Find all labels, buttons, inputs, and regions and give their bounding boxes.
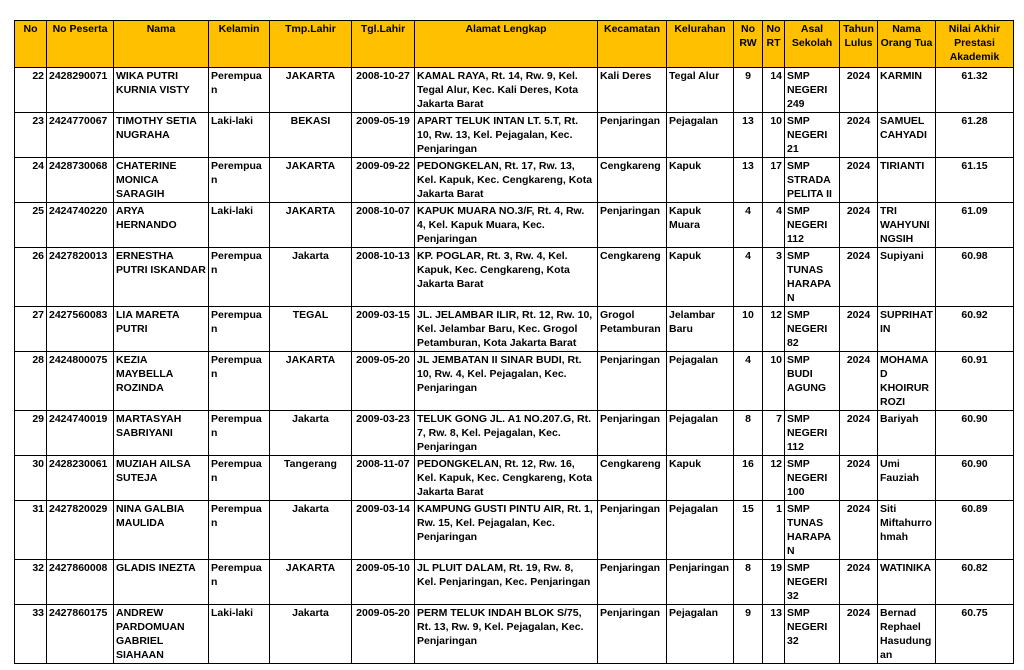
cell-asal-sekolah: SMP STRADA PELITA II — [785, 158, 840, 203]
cell-tmp-lahir: Jakarta — [270, 501, 352, 560]
cell-alamat: PERM TELUK INDAH BLOK S/75, Rt. 13, Rw. 9, Kel. Pejagalan, Kec. Penjaringan — [415, 605, 598, 664]
cell-alamat: KP. POGLAR, Rt. 3, Rw. 4, Kel. Kapuk, Kec. Cengkareng, Kota Jakarta Barat — [415, 248, 598, 307]
cell-asal-sekolah: SMP NEGERI 21 — [785, 113, 840, 158]
cell-kecamatan: Cengkareng — [598, 248, 667, 307]
table-row — [15, 352, 1014, 411]
cell-kelamin: Perempuan — [209, 68, 270, 113]
cell-kelurahan: Kapuk Muara — [667, 203, 734, 248]
cell-kelurahan: Jelambar Baru — [667, 307, 734, 352]
cell-nama: KEZIA MAYBELLA ROZINDA — [114, 352, 209, 411]
table-row — [15, 248, 1014, 307]
table-row — [15, 605, 1014, 664]
cell-tahun-lulus: 2024 — [840, 203, 878, 248]
cell-tmp-lahir: JAKARTA — [270, 352, 352, 411]
cell-tahun-lulus: 2024 — [840, 560, 878, 605]
cell-no-rw: 10 — [734, 307, 763, 352]
cell-no-rw: 13 — [734, 158, 763, 203]
cell-alamat: KAPUK MUARA NO.3/F, Rt. 4, Rw. 4, Kel. Kapuk Muara, Kec. Penjaringan — [415, 203, 598, 248]
header-tmp-lahir: Tmp.Lahir — [270, 21, 352, 68]
cell-no-rw: 4 — [734, 248, 763, 307]
cell-kelamin: Perempuan — [209, 307, 270, 352]
cell-nama-orang-tua: WATINIKA — [878, 560, 936, 605]
cell-nama-orang-tua: KARMIN — [878, 68, 936, 113]
cell-nama-orang-tua: Bernad Rephael Hasudungan — [878, 605, 936, 664]
results-table — [14, 20, 1014, 664]
cell-alamat: APART TELUK INTAN LT. 5.T, Rt. 10, Rw. 13, Kel. Pejagalan, Kec. Penjaringan — [415, 113, 598, 158]
cell-nilai-akhir: 61.09 — [936, 203, 1014, 248]
cell-tgl-lahir: 2009-05-10 — [352, 560, 415, 605]
cell-asal-sekolah: SMP TUNAS HARAPAN — [785, 248, 840, 307]
cell-nama-orang-tua: Supiyani — [878, 248, 936, 307]
cell-kelurahan: Pejagalan — [667, 352, 734, 411]
cell-nilai-akhir: 60.92 — [936, 307, 1014, 352]
cell-tmp-lahir: Jakarta — [270, 248, 352, 307]
table-body — [15, 68, 1014, 664]
cell-nilai-akhir: 61.28 — [936, 113, 1014, 158]
cell-no-peserta: 2428230061 — [47, 456, 114, 501]
cell-tahun-lulus: 2024 — [840, 307, 878, 352]
cell-nama-orang-tua: Bariyah — [878, 411, 936, 456]
table-row — [15, 158, 1014, 203]
header-no-rt: No RT — [763, 21, 785, 68]
cell-nama-orang-tua: SAMUEL CAHYADI — [878, 113, 936, 158]
cell-tahun-lulus: 2024 — [840, 501, 878, 560]
cell-nama: CHATERINE MONICA SARAGIH — [114, 158, 209, 203]
cell-asal-sekolah: SMP TUNAS HARAPAN — [785, 501, 840, 560]
cell-no: 27 — [15, 307, 47, 352]
header-kelurahan: Kelurahan — [667, 21, 734, 68]
cell-kelurahan: Pejagalan — [667, 411, 734, 456]
header-kelamin: Kelamin — [209, 21, 270, 68]
cell-kelurahan: Tegal Alur — [667, 68, 734, 113]
cell-tmp-lahir: JAKARTA — [270, 203, 352, 248]
cell-kelamin: Perempuan — [209, 456, 270, 501]
cell-tmp-lahir: Jakarta — [270, 605, 352, 664]
cell-alamat: JL PLUIT DALAM, Rt. 19, Rw. 8, Kel. Penjaringan, Kec. Penjaringan — [415, 560, 598, 605]
cell-no-rt: 13 — [763, 605, 785, 664]
cell-kelamin: Perempuan — [209, 560, 270, 605]
cell-tgl-lahir: 2009-05-19 — [352, 113, 415, 158]
cell-no-rw: 16 — [734, 456, 763, 501]
cell-nilai-akhir: 60.75 — [936, 605, 1014, 664]
cell-kecamatan: Cengkareng — [598, 158, 667, 203]
header-kecamatan: Kecamatan — [598, 21, 667, 68]
cell-tgl-lahir: 2009-05-20 — [352, 605, 415, 664]
cell-tgl-lahir: 2008-10-07 — [352, 203, 415, 248]
cell-no-rt: 12 — [763, 456, 785, 501]
table-row — [15, 501, 1014, 560]
header-no: No — [15, 21, 47, 68]
cell-kecamatan: Kali Deres — [598, 68, 667, 113]
cell-nama-orang-tua: MOHAMAD KHOIRUR ROZI — [878, 352, 936, 411]
cell-no: 29 — [15, 411, 47, 456]
table-row — [15, 307, 1014, 352]
cell-no-peserta: 2428290071 — [47, 68, 114, 113]
cell-no-rt: 7 — [763, 411, 785, 456]
cell-kelurahan: Penjaringan — [667, 560, 734, 605]
cell-no-rt: 3 — [763, 248, 785, 307]
cell-kecamatan: Penjaringan — [598, 113, 667, 158]
table-row — [15, 411, 1014, 456]
cell-nama: ANDREW PARDOMUAN GABRIEL SIAHAAN — [114, 605, 209, 664]
cell-asal-sekolah: SMP NEGERI 100 — [785, 456, 840, 501]
cell-tahun-lulus: 2024 — [840, 605, 878, 664]
cell-nilai-akhir: 60.89 — [936, 501, 1014, 560]
cell-nama-orang-tua: TIRIANTI — [878, 158, 936, 203]
cell-no-peserta: 2424740019 — [47, 411, 114, 456]
table-header — [15, 21, 1014, 68]
cell-no-rt: 14 — [763, 68, 785, 113]
cell-kelamin: Perempuan — [209, 501, 270, 560]
cell-kelamin: Perempuan — [209, 352, 270, 411]
cell-kelamin: Perempuan — [209, 411, 270, 456]
cell-no-rw: 4 — [734, 352, 763, 411]
cell-kelamin: Laki-laki — [209, 605, 270, 664]
cell-no: 32 — [15, 560, 47, 605]
cell-no: 22 — [15, 68, 47, 113]
cell-alamat: PEDONGKELAN, Rt. 17, Rw. 13, Kel. Kapuk, Kec. Cengkareng, Kota Jakarta Barat — [415, 158, 598, 203]
cell-alamat: TELUK GONG JL. A1 NO.207.G, Rt. 7, Rw. 8, Kel. Pejagalan, Kec. Penjaringan — [415, 411, 598, 456]
cell-no-rw: 9 — [734, 605, 763, 664]
cell-kelurahan: Kapuk — [667, 158, 734, 203]
cell-nilai-akhir: 61.32 — [936, 68, 1014, 113]
cell-asal-sekolah: SMP BUDI AGUNG — [785, 352, 840, 411]
cell-kecamatan: Grogol Petamburan — [598, 307, 667, 352]
cell-no-rt: 4 — [763, 203, 785, 248]
cell-no-peserta: 2427820029 — [47, 501, 114, 560]
cell-tgl-lahir: 2008-10-27 — [352, 68, 415, 113]
cell-tahun-lulus: 2024 — [840, 456, 878, 501]
cell-no-rw: 4 — [734, 203, 763, 248]
cell-no-rw: 8 — [734, 560, 763, 605]
cell-tahun-lulus: 2024 — [840, 158, 878, 203]
header-nama: Nama — [114, 21, 209, 68]
cell-tahun-lulus: 2024 — [840, 411, 878, 456]
cell-tgl-lahir: 2009-03-15 — [352, 307, 415, 352]
table-row — [15, 68, 1014, 113]
header-no-peserta: No Peserta — [47, 21, 114, 68]
cell-tgl-lahir: 2009-05-20 — [352, 352, 415, 411]
cell-nama: TIMOTHY SETIA NUGRAHA — [114, 113, 209, 158]
cell-no-rt: 19 — [763, 560, 785, 605]
cell-no-peserta: 2424740220 — [47, 203, 114, 248]
cell-nilai-akhir: 60.90 — [936, 411, 1014, 456]
cell-tgl-lahir: 2008-10-13 — [352, 248, 415, 307]
cell-tmp-lahir: TEGAL — [270, 307, 352, 352]
cell-nilai-akhir: 60.90 — [936, 456, 1014, 501]
header-nilai-akhir: Nilai Akhir Prestasi Akademik — [936, 21, 1014, 68]
table-row — [15, 113, 1014, 158]
cell-no-peserta: 2424770067 — [47, 113, 114, 158]
cell-nilai-akhir: 60.91 — [936, 352, 1014, 411]
cell-tmp-lahir: JAKARTA — [270, 68, 352, 113]
cell-no: 31 — [15, 501, 47, 560]
table-row — [15, 203, 1014, 248]
cell-nama-orang-tua: SUPRIHATIN — [878, 307, 936, 352]
header-tahun-lulus: Tahun Lulus — [840, 21, 878, 68]
cell-no: 30 — [15, 456, 47, 501]
cell-no-rw: 13 — [734, 113, 763, 158]
cell-asal-sekolah: SMP NEGERI 82 — [785, 307, 840, 352]
cell-kecamatan: Cengkareng — [598, 456, 667, 501]
cell-kelamin: Perempuan — [209, 248, 270, 307]
cell-kecamatan: Penjaringan — [598, 352, 667, 411]
cell-tahun-lulus: 2024 — [840, 248, 878, 307]
header-tgl-lahir: Tgl.Lahir — [352, 21, 415, 68]
cell-nama-orang-tua: TRI WAHYUNI NGSIH — [878, 203, 936, 248]
cell-nama: MUZIAH AILSA SUTEJA — [114, 456, 209, 501]
cell-no: 33 — [15, 605, 47, 664]
cell-no-rt: 1 — [763, 501, 785, 560]
cell-nilai-akhir: 61.15 — [936, 158, 1014, 203]
table-row — [15, 456, 1014, 501]
cell-tgl-lahir: 2009-03-23 — [352, 411, 415, 456]
cell-kelurahan: Pejagalan — [667, 501, 734, 560]
cell-nama: GLADIS INEZTA — [114, 560, 209, 605]
cell-alamat: JL JEMBATAN II SINAR BUDI, Rt. 10, Rw. 4, Kel. Pejagalan, Kec. Penjaringan — [415, 352, 598, 411]
cell-no-rw: 8 — [734, 411, 763, 456]
cell-nama: WIKA PUTRI KURNIA VISTY — [114, 68, 209, 113]
header-alamat: Alamat Lengkap — [415, 21, 598, 68]
header-nama-orang-tua: Nama Orang Tua — [878, 21, 936, 68]
cell-kelurahan: Kapuk — [667, 248, 734, 307]
cell-tahun-lulus: 2024 — [840, 113, 878, 158]
cell-no-rw: 9 — [734, 68, 763, 113]
cell-no-peserta: 2424800075 — [47, 352, 114, 411]
cell-nama-orang-tua: Umi Fauziah — [878, 456, 936, 501]
cell-tgl-lahir: 2009-09-22 — [352, 158, 415, 203]
cell-nilai-akhir: 60.98 — [936, 248, 1014, 307]
cell-nama-orang-tua: Siti Miftahurrohmah — [878, 501, 936, 560]
cell-kecamatan: Penjaringan — [598, 203, 667, 248]
cell-kecamatan: Penjaringan — [598, 560, 667, 605]
cell-alamat: JL. JELAMBAR ILIR, Rt. 12, Rw. 10, Kel. Jelambar Baru, Kec. Grogol Petamburan, Kota Jakarta Barat — [415, 307, 598, 352]
cell-no-peserta: 2427560083 — [47, 307, 114, 352]
cell-no-rw: 15 — [734, 501, 763, 560]
cell-tmp-lahir: JAKARTA — [270, 560, 352, 605]
cell-asal-sekolah: SMP NEGERI 112 — [785, 411, 840, 456]
cell-no-rt: 10 — [763, 352, 785, 411]
cell-tmp-lahir: BEKASI — [270, 113, 352, 158]
cell-no-peserta: 2428730068 — [47, 158, 114, 203]
cell-nilai-akhir: 60.82 — [936, 560, 1014, 605]
cell-tgl-lahir: 2009-03-14 — [352, 501, 415, 560]
header-no-rw: No RW — [734, 21, 763, 68]
header-row — [15, 21, 1014, 68]
cell-kelamin: Laki-laki — [209, 113, 270, 158]
cell-nama: MARTASYAH SABRIYANI — [114, 411, 209, 456]
cell-nama: ARYA HERNANDO — [114, 203, 209, 248]
cell-no-peserta: 2427860175 — [47, 605, 114, 664]
cell-nama: LIA MARETA PUTRI — [114, 307, 209, 352]
cell-no: 25 — [15, 203, 47, 248]
cell-kecamatan: Penjaringan — [598, 411, 667, 456]
cell-no-rt: 12 — [763, 307, 785, 352]
cell-no: 28 — [15, 352, 47, 411]
results-table-wrapper — [14, 20, 1013, 664]
cell-no-rt: 10 — [763, 113, 785, 158]
cell-kecamatan: Penjaringan — [598, 605, 667, 664]
cell-kelurahan: Kapuk — [667, 456, 734, 501]
cell-asal-sekolah: SMP NEGERI 32 — [785, 605, 840, 664]
cell-asal-sekolah: SMP NEGERI 112 — [785, 203, 840, 248]
cell-no-peserta: 2427860008 — [47, 560, 114, 605]
cell-tmp-lahir: Jakarta — [270, 411, 352, 456]
cell-kelamin: Laki-laki — [209, 203, 270, 248]
cell-asal-sekolah: SMP NEGERI 249 — [785, 68, 840, 113]
cell-nama: ERNESTHA PUTRI ISKANDAR — [114, 248, 209, 307]
cell-no: 23 — [15, 113, 47, 158]
cell-tmp-lahir: Tangerang — [270, 456, 352, 501]
cell-tahun-lulus: 2024 — [840, 68, 878, 113]
cell-no: 26 — [15, 248, 47, 307]
cell-tahun-lulus: 2024 — [840, 352, 878, 411]
cell-no: 24 — [15, 158, 47, 203]
cell-tmp-lahir: JAKARTA — [270, 158, 352, 203]
table-row — [15, 560, 1014, 605]
cell-kecamatan: Penjaringan — [598, 501, 667, 560]
cell-no-peserta: 2427820013 — [47, 248, 114, 307]
cell-kelurahan: Pejagalan — [667, 605, 734, 664]
cell-asal-sekolah: SMP NEGERI 32 — [785, 560, 840, 605]
cell-alamat: KAMPUNG GUSTI PINTU AIR, Rt. 1, Rw. 15, Kel. Pejagalan, Kec. Penjaringan — [415, 501, 598, 560]
cell-tgl-lahir: 2008-11-07 — [352, 456, 415, 501]
cell-alamat: PEDONGKELAN, Rt. 12, Rw. 16, Kel. Kapuk, Kec. Cengkareng, Kota Jakarta Barat — [415, 456, 598, 501]
cell-alamat: KAMAL RAYA, Rt. 14, Rw. 9, Kel. Tegal Alur, Kec. Kali Deres, Kota Jakarta Barat — [415, 68, 598, 113]
cell-kelamin: Perempuan — [209, 158, 270, 203]
cell-nama: NINA GALBIA MAULIDA — [114, 501, 209, 560]
cell-kelurahan: Pejagalan — [667, 113, 734, 158]
header-asal-sekolah: Asal Sekolah — [785, 21, 840, 68]
cell-no-rt: 17 — [763, 158, 785, 203]
